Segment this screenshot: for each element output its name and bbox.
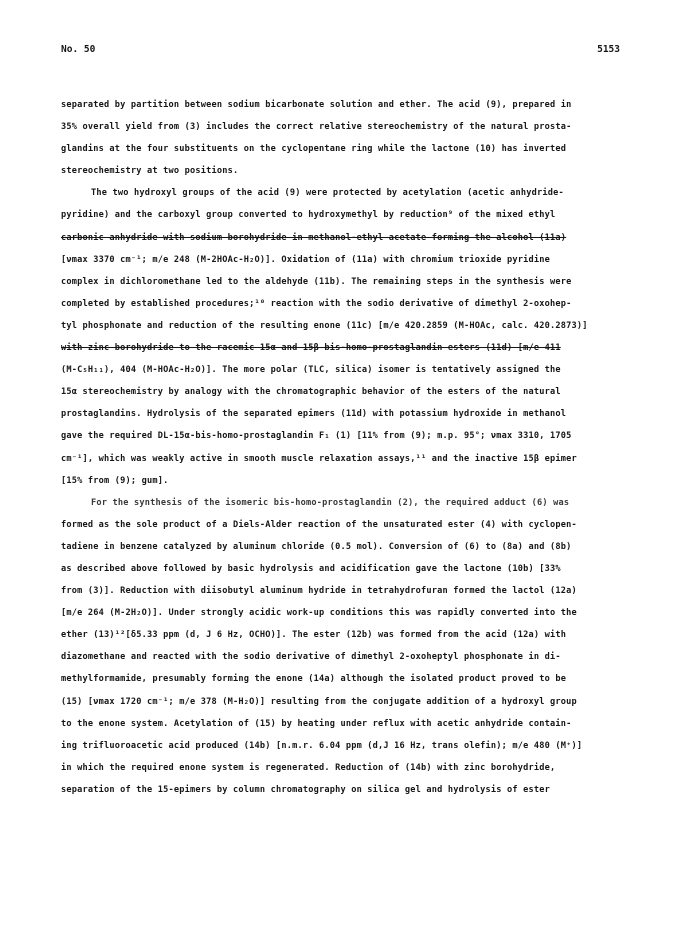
- text-line: gave the required DL-15α-bis-homo-prostaglandin F₁ (1) [11% from (9); m.p. 95°; νmax 3310, 1705: [61, 431, 572, 442]
- body-text: [61, 94, 624, 801]
- journal-issue: No. 50: [61, 44, 96, 55]
- text-line: stereochemistry at two positions.: [61, 166, 239, 177]
- text-line: (M-C₅H₁₁), 404 (M-HOAc-H₂O)]. The more polar (TLC, silica) isomer is tentatively assigned the: [61, 365, 561, 376]
- text-line: tyl phosphonate and reduction of the resulting enone (11c) [m/e 420.2859 (M-HOAc, calc. 420.2873)]: [61, 320, 588, 331]
- text-line: [νmax 3370 cm⁻¹; m/e 248 (M-2HOAc-H₂O)]. Oxidation of (11a) with chromium trioxide pyridine: [61, 254, 551, 265]
- text-line: diazomethane and reacted with the sodio derivative of dimethyl 2-oxoheptyl phosphonate in di-: [61, 652, 561, 663]
- page-header: [61, 44, 620, 58]
- text-line: cm⁻¹], which was weakly active in smooth muscle relaxation assays,¹¹ and the inactive 15β epimer: [61, 453, 577, 464]
- text-line: methylformamide, presumably forming the enone (14a) although the isolated product proved to be: [61, 674, 567, 685]
- text-line: separation of the 15-epimers by column chromatography on silica gel and hydrolysis of ester: [61, 784, 551, 795]
- text-line: prostaglandins. Hydrolysis of the separated epimers (11d) with potassium hydroxide in methanol: [61, 409, 567, 420]
- text-line: glandins at the four substituents on the cyclopentane ring while the lactone (10) has inverted: [61, 144, 567, 155]
- text-line: [m/e 264 (M-2H₂O)]. Under strongly acidic work-up conditions this was rapidly converted into the: [61, 608, 577, 619]
- text-line: (15) [νmax 1720 cm⁻¹; m/e 378 (M-H₂O)] resulting from the conjugate addition of a hydroxyl group: [61, 696, 577, 707]
- text-line: separated by partition between sodium bicarbonate solution and ether. The acid (9), prepared in: [61, 100, 572, 110]
- text-line: completed by established procedures;¹⁰ reaction with the sodio derivative of dimethyl 2-oxohep-: [61, 298, 572, 309]
- text-line: ether (13)¹²[δ5.33 ppm (d, J 6 Hz, OCHO)]. The ester (12b) was formed from the acid (12a) with: [61, 630, 567, 641]
- text-line: pyridine) and the carboxyl group converted to hydroxymethyl by reduction⁹ of the mixed ethyl: [61, 210, 556, 221]
- text-line: For the synthesis of the isomeric bis-homo-prostaglandin (2), the required adduct (6) was: [91, 497, 570, 508]
- text-line: 15α stereochemistry by analogy with the chromatographic behavior of the esters of the natural: [61, 387, 561, 398]
- text-line: in which the required enone system is regenerated. Reduction of (14b) with zinc borohydride,: [61, 762, 556, 773]
- text-line: from (3)]. Reduction with diisobutyl aluminum hydride in tetrahydrofuran formed the lactol (12a): [61, 586, 577, 597]
- text-line: [15% from (9); gum].: [61, 475, 169, 486]
- text-line: 35% overall yield from (3) includes the correct relative stereochemistry of the natural prosta-: [61, 122, 572, 133]
- text-line: as described above followed by basic hydrolysis and acidification gave the lactone (10b) [33%: [61, 563, 561, 574]
- text-line: complex in dichloromethane led to the aldehyde (11b). The remaining steps in the synthesis were: [61, 276, 572, 287]
- text-line: carbonic anhydride with sodium borohydride in methanol-ethyl acetate forming the alcohol (11a): [61, 232, 567, 243]
- text-line: tadiene in benzene catalyzed by aluminum chloride (0.5 mol). Conversion of (6) to (8a) and (8b): [61, 541, 572, 552]
- text-line: The two hydroxyl groups of the acid (9) were protected by acetylation (acetic anhydride-: [91, 188, 564, 199]
- text-line: formed as the sole product of a Diels-Alder reaction of the unsaturated ester (4) with cyclopen-: [61, 519, 577, 530]
- page-number: 5153: [597, 44, 620, 55]
- text-line: with zinc borohydride to the racemic 15α and 15β bis-homo-prostaglandin esters (11d) [m/e 411: [61, 343, 561, 354]
- text-line: to the enone system. Acetylation of (15) by heating under reflux with acetic anhydride contain-: [61, 718, 572, 729]
- text-line: ing trifluoroacetic acid produced (14b) [n.m.r. 6.04 ppm (d,J 16 Hz, trans olefin); m/e 480 (M⁺)]: [61, 740, 583, 751]
